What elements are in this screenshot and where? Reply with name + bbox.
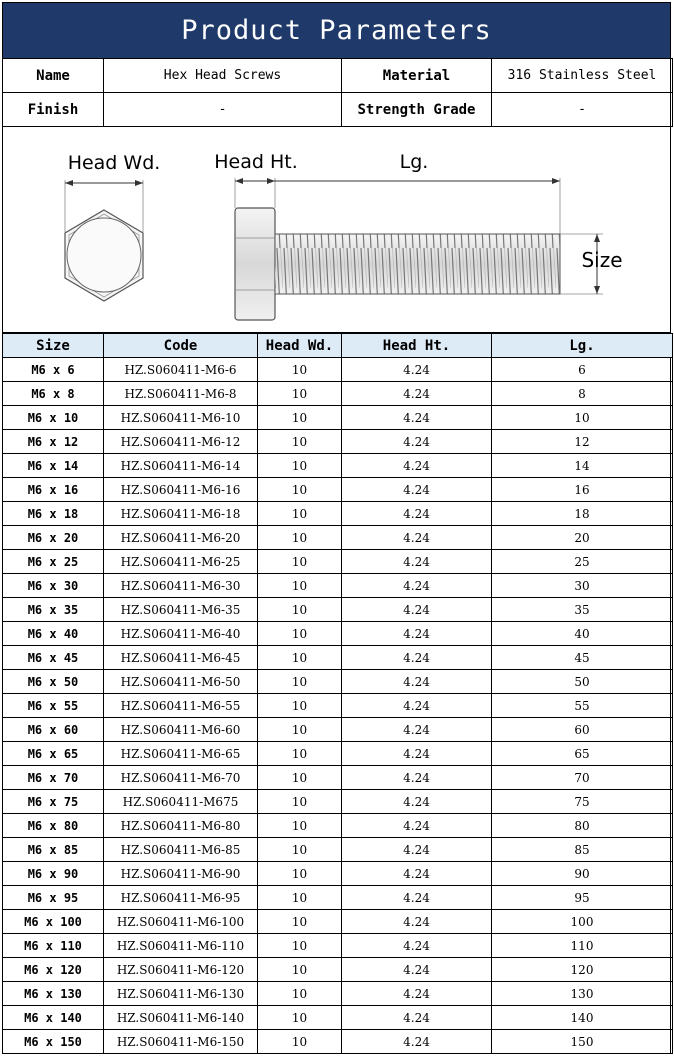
page-title: Product Parameters [3,3,670,58]
cell-code: HZ.S060411-M6-110 [104,934,258,958]
table-row [3,646,673,670]
cell-head-ht: 4.24 [342,646,492,670]
cell-lg: 10 [492,406,673,430]
cell-head-ht: 4.24 [342,910,492,934]
table-row [3,886,673,910]
table-row [3,790,673,814]
cell-lg: 14 [492,454,673,478]
cell-head-wd: 10 [258,430,342,454]
cell-code: HZ.S060411-M6-25 [104,550,258,574]
table-row [3,574,673,598]
cell-lg: 50 [492,670,673,694]
cell-size: M6 x 45 [3,646,104,670]
table-row [3,382,673,406]
cell-code: HZ.S060411-M6-16 [104,478,258,502]
cell-lg: 95 [492,886,673,910]
cell-head-wd: 10 [258,718,342,742]
cell-code: HZ.S060411-M6-130 [104,982,258,1006]
cell-size: M6 x 10 [3,406,104,430]
cell-head-ht: 4.24 [342,718,492,742]
cell-head-wd: 10 [258,478,342,502]
cell-size: M6 x 65 [3,742,104,766]
cell-head-ht: 4.24 [342,766,492,790]
screw-diagram-svg [3,128,670,332]
cell-code: HZ.S060411-M6-40 [104,622,258,646]
table-row [3,1006,673,1030]
cell-size: M6 x 80 [3,814,104,838]
size-label: Size [581,248,623,272]
cell-code: HZ.S060411-M6-80 [104,814,258,838]
cell-head-ht: 4.24 [342,886,492,910]
cell-head-ht: 4.24 [342,742,492,766]
cell-head-ht: 4.24 [342,526,492,550]
size-table [2,333,673,1054]
cell-code: HZ.S060411-M6-18 [104,502,258,526]
table-row [3,958,673,982]
cell-head-ht: 4.24 [342,670,492,694]
column-header-size: Size [3,334,104,358]
cell-lg: 140 [492,1006,673,1030]
cell-lg: 45 [492,646,673,670]
lg-label: Lg. [399,151,429,173]
table-row [3,670,673,694]
hex-head-side-view [235,178,275,320]
cell-head-wd: 10 [258,526,342,550]
cell-head-wd: 10 [258,982,342,1006]
cell-code: HZ.S060411-M6-90 [104,862,258,886]
cell-size: M6 x 120 [3,958,104,982]
cell-code: HZ.S060411-M6-65 [104,742,258,766]
size-table-header [3,334,673,358]
table-row [3,454,673,478]
cell-head-wd: 10 [258,598,342,622]
cell-size: M6 x 18 [3,502,104,526]
cell-head-wd: 10 [258,814,342,838]
cell-code: HZ.S060411-M6-12 [104,430,258,454]
column-header-head-wd: Head Wd. [258,334,342,358]
table-row [3,358,673,382]
cell-lg: 85 [492,838,673,862]
name-value: Hex Head Screws [104,59,342,93]
cell-code: HZ.S060411-M6-6 [104,358,258,382]
table-row [3,742,673,766]
cell-size: M6 x 150 [3,1030,104,1054]
strength-grade-label: Strength Grade [342,93,492,127]
screw-diagram [3,128,670,333]
name-label: Name [3,59,104,93]
cell-head-ht: 4.24 [342,406,492,430]
cell-lg: 40 [492,622,673,646]
parameters-table [2,58,673,127]
cell-size: M6 x 50 [3,670,104,694]
cell-head-ht: 4.24 [342,838,492,862]
table-row [3,838,673,862]
cell-head-wd: 10 [258,646,342,670]
finish-label: Finish [3,93,104,127]
cell-lg: 25 [492,550,673,574]
material-value: 316 Stainless Steel [492,59,673,93]
head-ht-label: Head Ht. [214,151,298,173]
table-row [3,934,673,958]
cell-lg: 65 [492,742,673,766]
cell-lg: 110 [492,934,673,958]
cell-size: M6 x 100 [3,910,104,934]
table-row [3,1030,673,1054]
finish-value: - [104,93,342,127]
cell-code: HZ.S060411-M6-20 [104,526,258,550]
cell-head-ht: 4.24 [342,982,492,1006]
cell-head-ht: 4.24 [342,1030,492,1054]
cell-size: M6 x 90 [3,862,104,886]
cell-size: M6 x 130 [3,982,104,1006]
cell-head-wd: 10 [258,790,342,814]
cell-size: M6 x 14 [3,454,104,478]
cell-code: HZ.S060411-M6-14 [104,454,258,478]
cell-code: HZ.S060411-M6-120 [104,958,258,982]
cell-head-ht: 4.24 [342,694,492,718]
cell-head-ht: 4.24 [342,1006,492,1030]
cell-head-ht: 4.24 [342,502,492,526]
cell-size: M6 x 95 [3,886,104,910]
cell-head-ht: 4.24 [342,934,492,958]
params-row-finish [3,93,673,127]
cell-head-wd: 10 [258,934,342,958]
table-row [3,502,673,526]
cell-size: M6 x 6 [3,358,104,382]
cell-head-ht: 4.24 [342,574,492,598]
cell-code: HZ.S060411-M675 [104,790,258,814]
table-row [3,526,673,550]
cell-size: M6 x 60 [3,718,104,742]
cell-size: M6 x 140 [3,1006,104,1030]
cell-lg: 8 [492,382,673,406]
cell-head-wd: 10 [258,670,342,694]
head-wd-label: Head Wd. [67,152,161,174]
strength-grade-value: - [492,93,673,127]
cell-code: HZ.S060411-M6-85 [104,838,258,862]
cell-size: M6 x 8 [3,382,104,406]
cell-head-ht: 4.24 [342,862,492,886]
cell-head-wd: 10 [258,862,342,886]
cell-head-wd: 10 [258,454,342,478]
column-header-lg: Lg. [492,334,673,358]
table-row [3,430,673,454]
cell-head-wd: 10 [258,694,342,718]
table-row [3,814,673,838]
cell-head-ht: 4.24 [342,790,492,814]
cell-size: M6 x 16 [3,478,104,502]
cell-code: HZ.S060411-M6-150 [104,1030,258,1054]
cell-head-wd: 10 [258,574,342,598]
cell-size: M6 x 55 [3,694,104,718]
cell-head-wd: 10 [258,1030,342,1054]
cell-head-ht: 4.24 [342,598,492,622]
cell-head-wd: 10 [258,550,342,574]
cell-size: M6 x 70 [3,766,104,790]
cell-code: HZ.S060411-M6-100 [104,910,258,934]
column-header-head-ht: Head Ht. [342,334,492,358]
cell-head-ht: 4.24 [342,454,492,478]
cell-code: HZ.S060411-M6-30 [104,574,258,598]
cell-head-ht: 4.24 [342,478,492,502]
cell-code: HZ.S060411-M6-50 [104,670,258,694]
cell-lg: 12 [492,430,673,454]
cell-size: M6 x 25 [3,550,104,574]
cell-lg: 75 [492,790,673,814]
cell-head-wd: 10 [258,958,342,982]
cell-size: M6 x 20 [3,526,104,550]
cell-head-wd: 10 [258,622,342,646]
cell-code: HZ.S060411-M6-70 [104,766,258,790]
cell-lg: 20 [492,526,673,550]
table-row [3,478,673,502]
cell-head-wd: 10 [258,406,342,430]
cell-lg: 18 [492,502,673,526]
cell-head-ht: 4.24 [342,622,492,646]
cell-code: HZ.S060411-M6-140 [104,1006,258,1030]
table-row [3,766,673,790]
cell-size: M6 x 35 [3,598,104,622]
cell-lg: 100 [492,910,673,934]
size-table-body [3,358,673,1054]
table-row [3,550,673,574]
cell-lg: 6 [492,358,673,382]
cell-code: HZ.S060411-M6-10 [104,406,258,430]
cell-code: HZ.S060411-M6-45 [104,646,258,670]
cell-size: M6 x 75 [3,790,104,814]
table-row [3,862,673,886]
cell-lg: 150 [492,1030,673,1054]
cell-head-wd: 10 [258,766,342,790]
table-row [3,622,673,646]
cell-size: M6 x 30 [3,574,104,598]
cell-code: HZ.S060411-M6-8 [104,382,258,406]
cell-lg: 55 [492,694,673,718]
cell-lg: 16 [492,478,673,502]
cell-lg: 80 [492,814,673,838]
cell-lg: 70 [492,766,673,790]
cell-lg: 35 [492,598,673,622]
cell-code: HZ.S060411-M6-55 [104,694,258,718]
cell-size: M6 x 110 [3,934,104,958]
table-row [3,598,673,622]
cell-lg: 130 [492,982,673,1006]
cell-head-ht: 4.24 [342,358,492,382]
cell-head-wd: 10 [258,358,342,382]
cell-head-wd: 10 [258,1006,342,1030]
cell-lg: 120 [492,958,673,982]
cell-head-ht: 4.24 [342,382,492,406]
cell-size: M6 x 85 [3,838,104,862]
cell-head-wd: 10 [258,910,342,934]
hex-head-front-view [65,180,143,301]
cell-head-ht: 4.24 [342,958,492,982]
cell-size: M6 x 40 [3,622,104,646]
cell-lg: 60 [492,718,673,742]
cell-size: M6 x 12 [3,430,104,454]
cell-head-ht: 4.24 [342,430,492,454]
cell-head-wd: 10 [258,886,342,910]
cell-code: HZ.S060411-M6-60 [104,718,258,742]
table-row [3,982,673,1006]
cell-lg: 90 [492,862,673,886]
cell-head-wd: 10 [258,382,342,406]
table-row [3,718,673,742]
table-row [3,406,673,430]
material-label: Material [342,59,492,93]
cell-code: HZ.S060411-M6-35 [104,598,258,622]
column-header-code: Code [104,334,258,358]
cell-head-wd: 10 [258,838,342,862]
table-row [3,910,673,934]
cell-lg: 30 [492,574,673,598]
threaded-shank [275,178,603,294]
cell-head-ht: 4.24 [342,814,492,838]
params-row-name [3,59,673,93]
cell-head-wd: 10 [258,742,342,766]
cell-head-wd: 10 [258,502,342,526]
cell-code: HZ.S060411-M6-95 [104,886,258,910]
table-row [3,694,673,718]
cell-head-ht: 4.24 [342,550,492,574]
